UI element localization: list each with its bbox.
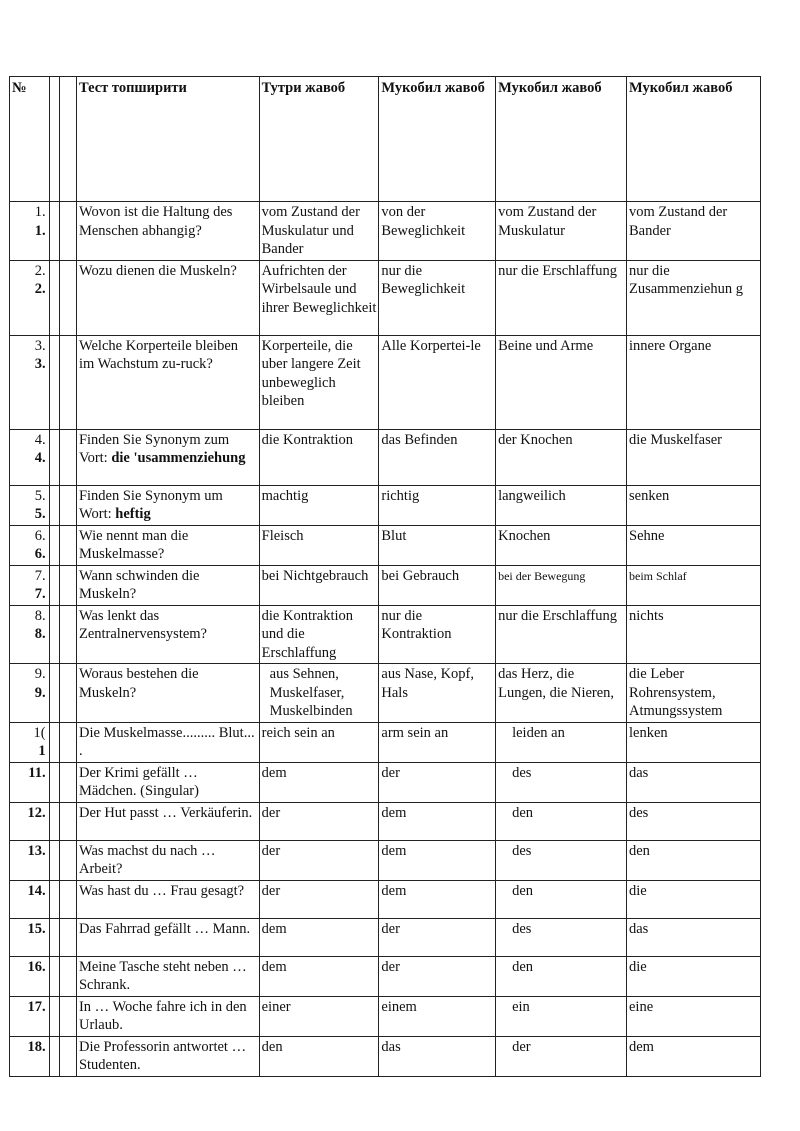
alt-answer-3: eine [627, 996, 761, 1036]
table-row [10, 525, 761, 565]
alt-answer-3: dem [627, 1036, 761, 1076]
alt-answer-1: der [379, 918, 496, 956]
question-cell [76, 335, 259, 429]
question-text: Wann schwinden die Muskeln? [78, 567, 200, 602]
table-row [10, 1036, 761, 1076]
alt-answer-3: nur die Zusammenziehun g [627, 260, 761, 335]
row-number-primary: 11. [28, 764, 46, 781]
row-blank-2 [59, 956, 76, 996]
alt-answer-3: vom Zustand der Bander [627, 202, 761, 261]
correct-answer: Aufrichten der Wirbelsaule und ihrer Beweglichkeit [259, 260, 379, 335]
question-text: Wie nennt man die Muskelmasse? [78, 527, 189, 562]
row-number-secondary: 6. [34, 546, 46, 562]
question-keyword: heftig [115, 506, 151, 522]
row-blank [49, 605, 59, 664]
question-text: Was hast du … Frau gesagt? [78, 882, 245, 899]
alt-answer-2: den [496, 956, 627, 996]
alt-answer-2: Knochen [496, 525, 627, 565]
row-number [10, 840, 50, 880]
alt-answer-1: dem [379, 840, 496, 880]
row-blank [49, 485, 59, 525]
row-number-primary: 15. [27, 920, 46, 937]
question-cell [76, 802, 259, 840]
row-number [10, 880, 50, 918]
alt-answer-1: aus Nase, Kopf, Hals [379, 664, 496, 723]
question-text: Finden Sie Synonym um Wort: [78, 487, 223, 522]
row-number-primary: 17. [27, 998, 46, 1015]
row-blank-2 [59, 429, 76, 485]
question-text: Welche Korperteile bleiben im Wachstum zu-ruck? [78, 337, 239, 372]
alt-answer-2: leiden an [496, 722, 627, 762]
alt-answer-3: nichts [627, 605, 761, 664]
row-number-primary: 6. [34, 527, 46, 544]
alt-answer-1: von der Beweglichkeit [379, 202, 496, 261]
row-blank [49, 722, 59, 762]
question-text: Der Hut passt … Verkäuferin. [78, 804, 253, 821]
alt-answer-1: nur die Beweglichkeit [379, 260, 496, 335]
row-number-secondary: 8. [34, 626, 46, 642]
row-number-primary: 14. [27, 882, 46, 899]
row-number-primary: 3. [34, 337, 46, 354]
row-number-primary: 8. [34, 607, 46, 624]
question-cell [76, 880, 259, 918]
question-text: Woraus bestehen die Muskeln? [78, 666, 199, 701]
correct-answer: Korperteile, die uber langere Zeit unbeweglich bleiben [259, 335, 379, 429]
row-blank-2 [59, 202, 76, 261]
table-row [10, 996, 761, 1036]
question-cell [76, 429, 259, 485]
correct-answer: aus Sehnen, Muskelfaser, Muskelbinden [259, 664, 379, 723]
row-number-primary: 4. [34, 431, 46, 448]
row-blank [49, 565, 59, 605]
row-blank [49, 525, 59, 565]
question-text: Was lenkt das Zentralnervensystem? [78, 607, 207, 642]
row-blank [49, 762, 59, 802]
alt-answer-3: des [627, 802, 761, 840]
row-blank-2 [59, 762, 76, 802]
row-blank-2 [59, 605, 76, 664]
question-cell [76, 664, 259, 723]
row-number-primary: 1( [33, 724, 46, 741]
alt-answer-3: lenken [627, 722, 761, 762]
table-row [10, 202, 761, 261]
alt-answer-1: das Befinden [379, 429, 496, 485]
row-blank [49, 260, 59, 335]
row-number-primary: 5. [34, 487, 46, 504]
row-number-secondary: 5. [34, 506, 46, 522]
header-alt-answer-1: Мукобил жавоб [379, 77, 496, 202]
row-number [10, 996, 50, 1036]
alt-answer-2: nur die Erschlaffung [496, 260, 627, 335]
correct-answer: reich sein an [259, 722, 379, 762]
correct-answer: der [259, 880, 379, 918]
alt-answer-2: den [496, 880, 627, 918]
alt-answer-2: vom Zustand der Muskulatur [496, 202, 627, 261]
table-row [10, 956, 761, 996]
row-blank [49, 956, 59, 996]
correct-answer: machtig [259, 485, 379, 525]
table-row [10, 840, 761, 880]
question-text: Das Fahrrad gefällt … Mann. [78, 920, 251, 937]
row-blank-2 [59, 485, 76, 525]
question-cell [76, 202, 259, 261]
row-number-secondary: 7. [34, 586, 46, 602]
question-keyword: die 'usammenziehung [111, 450, 246, 466]
alt-answer-3: senken [627, 485, 761, 525]
row-number-secondary: 1 [38, 743, 46, 759]
alt-answer-2: des [496, 762, 627, 802]
alt-answer-3: beim Schlaf [627, 565, 761, 605]
row-number-primary: 12. [27, 804, 46, 821]
alt-answer-1: richtig [379, 485, 496, 525]
alt-answer-3: die [627, 880, 761, 918]
alt-answer-2: ein [496, 996, 627, 1036]
row-blank-2 [59, 840, 76, 880]
table-row [10, 565, 761, 605]
question-cell [76, 260, 259, 335]
row-blank [49, 918, 59, 956]
row-blank [49, 429, 59, 485]
alt-answer-3: die [627, 956, 761, 996]
row-number [10, 802, 50, 840]
correct-answer: bei Nichtgebrauch [259, 565, 379, 605]
correct-answer: vom Zustand der Muskulatur und Bander [259, 202, 379, 261]
row-number [10, 956, 50, 996]
alt-answer-3: innere Organe [627, 335, 761, 429]
table-row [10, 260, 761, 335]
question-text: Die Muskelmasse......... Blut... . [78, 724, 255, 759]
row-number [10, 565, 50, 605]
row-blank [49, 996, 59, 1036]
alt-answer-3: die Muskelfaser [627, 429, 761, 485]
alt-answer-1: das [379, 1036, 496, 1076]
question-text: Die Professorin antwortet … Studenten. [78, 1038, 247, 1073]
row-number [10, 1036, 50, 1076]
row-number [10, 918, 50, 956]
alt-answer-1: der [379, 956, 496, 996]
row-number-primary: 2. [34, 262, 46, 279]
correct-answer: einer [259, 996, 379, 1036]
correct-answer: der [259, 840, 379, 880]
alt-answer-2: den [496, 802, 627, 840]
question-cell [76, 525, 259, 565]
row-number-secondary: 3. [34, 356, 46, 372]
row-blank-2 [59, 722, 76, 762]
row-blank-2 [59, 664, 76, 723]
row-number-primary: 18. [27, 1038, 46, 1055]
table-row [10, 802, 761, 840]
correct-answer: dem [259, 956, 379, 996]
header-alt-answer-2: Мукобил жавоб [496, 77, 627, 202]
row-blank-2 [59, 996, 76, 1036]
row-number-secondary: 2. [34, 281, 46, 297]
table-row [10, 762, 761, 802]
alt-answer-1: bei Gebrauch [379, 565, 496, 605]
question-cell [76, 956, 259, 996]
table-row [10, 605, 761, 664]
alt-answer-1: der [379, 762, 496, 802]
question-text: Meine Tasche steht neben … Schrank. [78, 958, 247, 993]
row-number-secondary: 1. [34, 222, 46, 239]
question-text: Was machst du nach … Arbeit? [78, 842, 216, 877]
table-row [10, 335, 761, 429]
correct-answer: dem [259, 918, 379, 956]
row-number [10, 722, 50, 762]
table-row [10, 429, 761, 485]
alt-answer-2: der Knochen [496, 429, 627, 485]
row-blank [49, 802, 59, 840]
alt-answer-1: dem [379, 880, 496, 918]
alt-answer-1: arm sein an [379, 722, 496, 762]
question-text: Wozu dienen die Muskeln? [78, 262, 237, 279]
header-row [10, 77, 761, 202]
correct-answer: dem [259, 762, 379, 802]
row-blank-2 [59, 1036, 76, 1076]
question-text: In … Woche fahre ich in den Urlaub. [78, 998, 247, 1033]
table-row [10, 918, 761, 956]
row-number-primary: 13. [27, 842, 46, 859]
table-row [10, 722, 761, 762]
alt-answer-2: das Herz, die Lungen, die Nieren, [496, 664, 627, 723]
alt-answer-1: einem [379, 996, 496, 1036]
row-number [10, 525, 50, 565]
header-number: № [10, 77, 50, 202]
alt-answer-2: Beine und Arme [496, 335, 627, 429]
alt-answer-2: bei der Bewegung [496, 565, 627, 605]
row-blank-2 [59, 880, 76, 918]
row-number [10, 429, 50, 485]
alt-answer-1: nur die Kontraktion [379, 605, 496, 664]
alt-answer-3: die Leber Rohrensystem, Atmungssystem [627, 664, 761, 723]
row-number [10, 762, 50, 802]
question-text: Der Krimi gefällt … Mädchen. (Singular) [78, 764, 199, 799]
question-cell [76, 722, 259, 762]
row-blank [49, 840, 59, 880]
row-number [10, 335, 50, 429]
row-number [10, 202, 50, 261]
alt-answer-1: dem [379, 802, 496, 840]
row-number [10, 485, 50, 525]
row-blank-2 [59, 565, 76, 605]
header-question: Тест топширити [76, 77, 259, 202]
question-cell [76, 996, 259, 1036]
question-cell [76, 840, 259, 880]
row-number-primary: 16. [27, 958, 46, 975]
row-number-secondary: 9. [34, 684, 46, 701]
correct-answer: die Kontraktion und die Erschlaffung [259, 605, 379, 664]
question-text: Finden Sie Synonym zum Vort: [78, 431, 230, 466]
row-blank-2 [59, 918, 76, 956]
question-cell [76, 918, 259, 956]
alt-answer-3: den [627, 840, 761, 880]
row-number-primary: 1. [34, 204, 46, 220]
table-row [10, 664, 761, 723]
row-blank-2 [59, 260, 76, 335]
alt-answer-1: Blut [379, 525, 496, 565]
correct-answer: Fleisch [259, 525, 379, 565]
row-number [10, 605, 50, 664]
row-blank-2 [59, 525, 76, 565]
row-number-primary: 7. [34, 567, 46, 584]
alt-answer-2: des [496, 840, 627, 880]
row-number [10, 260, 50, 335]
row-blank [49, 664, 59, 723]
row-number [10, 664, 50, 723]
alt-answer-2: des [496, 918, 627, 956]
correct-answer: den [259, 1036, 379, 1076]
row-number-secondary: 4. [34, 450, 46, 466]
alt-answer-2: der [496, 1036, 627, 1076]
question-cell [76, 1036, 259, 1076]
question-cell [76, 565, 259, 605]
header-blank-2 [59, 77, 76, 202]
row-blank [49, 1036, 59, 1076]
table-row [10, 485, 761, 525]
alt-answer-3: das [627, 918, 761, 956]
question-cell [76, 485, 259, 525]
alt-answer-2: langweilich [496, 485, 627, 525]
question-cell [76, 762, 259, 802]
header-blank [49, 77, 59, 202]
table-row [10, 880, 761, 918]
test-table [9, 76, 761, 1077]
row-number-primary: 9. [34, 666, 46, 682]
header-alt-answer-3: Мукобил жавоб [627, 77, 761, 202]
correct-answer: der [259, 802, 379, 840]
row-blank [49, 335, 59, 429]
row-blank-2 [59, 802, 76, 840]
alt-answer-2: nur die Erschlaffung [496, 605, 627, 664]
correct-answer: die Kontraktion [259, 429, 379, 485]
row-blank [49, 880, 59, 918]
row-blank [49, 202, 59, 261]
alt-answer-1: Alle Korpertei-le [379, 335, 496, 429]
question-cell [76, 605, 259, 664]
row-blank-2 [59, 335, 76, 429]
question-text: Wovon ist die Haltung des Menschen abhangig? [78, 204, 233, 239]
alt-answer-3: das [627, 762, 761, 802]
alt-answer-3: Sehne [627, 525, 761, 565]
header-correct-answer: Тутри жавоб [259, 77, 379, 202]
